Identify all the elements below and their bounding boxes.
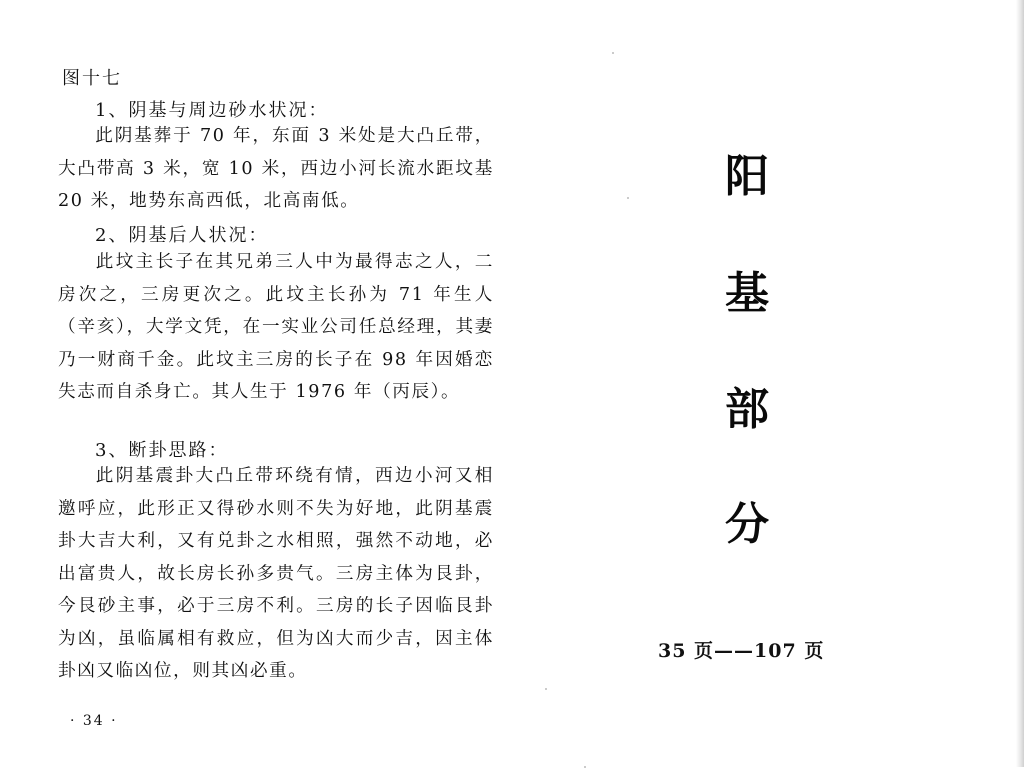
page-number: · 34 · [70, 713, 118, 729]
title-char-3: 部 [725, 384, 769, 435]
section-body-1 [58, 120, 494, 218]
scan-speck [627, 197, 629, 199]
section-body-3-text: 此阴基震卦大凸丘带环绕有情，西边小河又相邀呼应，此形正又得砂水则不失为好地，此阴基震卦大吉大利，又有兑卦之水相照，强然不动地，必出富贵人，故长房长孙多贵气。三房主体为艮卦，今艮砂主事，必于三房不利。三房的长子因临艮卦为凶，虽临属相有救应，但为凶大而少吉，因主体卦凶又临凶位，则其凶必重。 [58, 466, 494, 681]
title-char-1: 阳 [725, 151, 769, 202]
section-body-1-text: 此阴基葬于 70 年，东面 3 米处是大凸丘带，大凸带高 3 米，宽 10 米，西边小河长流水距坟基 20 米，地势东高西低，北高南低。 [58, 126, 494, 211]
page-range: 35 页——107 页 [658, 640, 825, 662]
scan-speck [545, 688, 547, 690]
scan-speck [612, 52, 614, 54]
section-heading-2: 2、阴基后人状况： [95, 225, 269, 246]
section-body-3 [58, 460, 494, 688]
section-heading-3: 3、断卦思路： [95, 440, 229, 461]
section-body-2-text: 此坟主长子在其兄弟三人中为最得志之人，二房次之，三房更次之。此坟主长孙为 71 年生人（辛亥），大学文凭，在一实业公司任总经理，其妻乃一财商千金。此坟主三房的长子在 98 年因婚恋失志而自杀身亡。其人生于 1976 年（丙辰）。 [58, 252, 494, 402]
section-heading-1: 1、阴基与周边砂水状况： [95, 100, 329, 121]
figure-label: 图十七 [62, 68, 122, 89]
title-char-4: 分 [725, 499, 769, 550]
section-body-2 [58, 246, 494, 409]
page-binding-edge [1016, 0, 1024, 767]
title-char-2: 基 [725, 268, 769, 319]
